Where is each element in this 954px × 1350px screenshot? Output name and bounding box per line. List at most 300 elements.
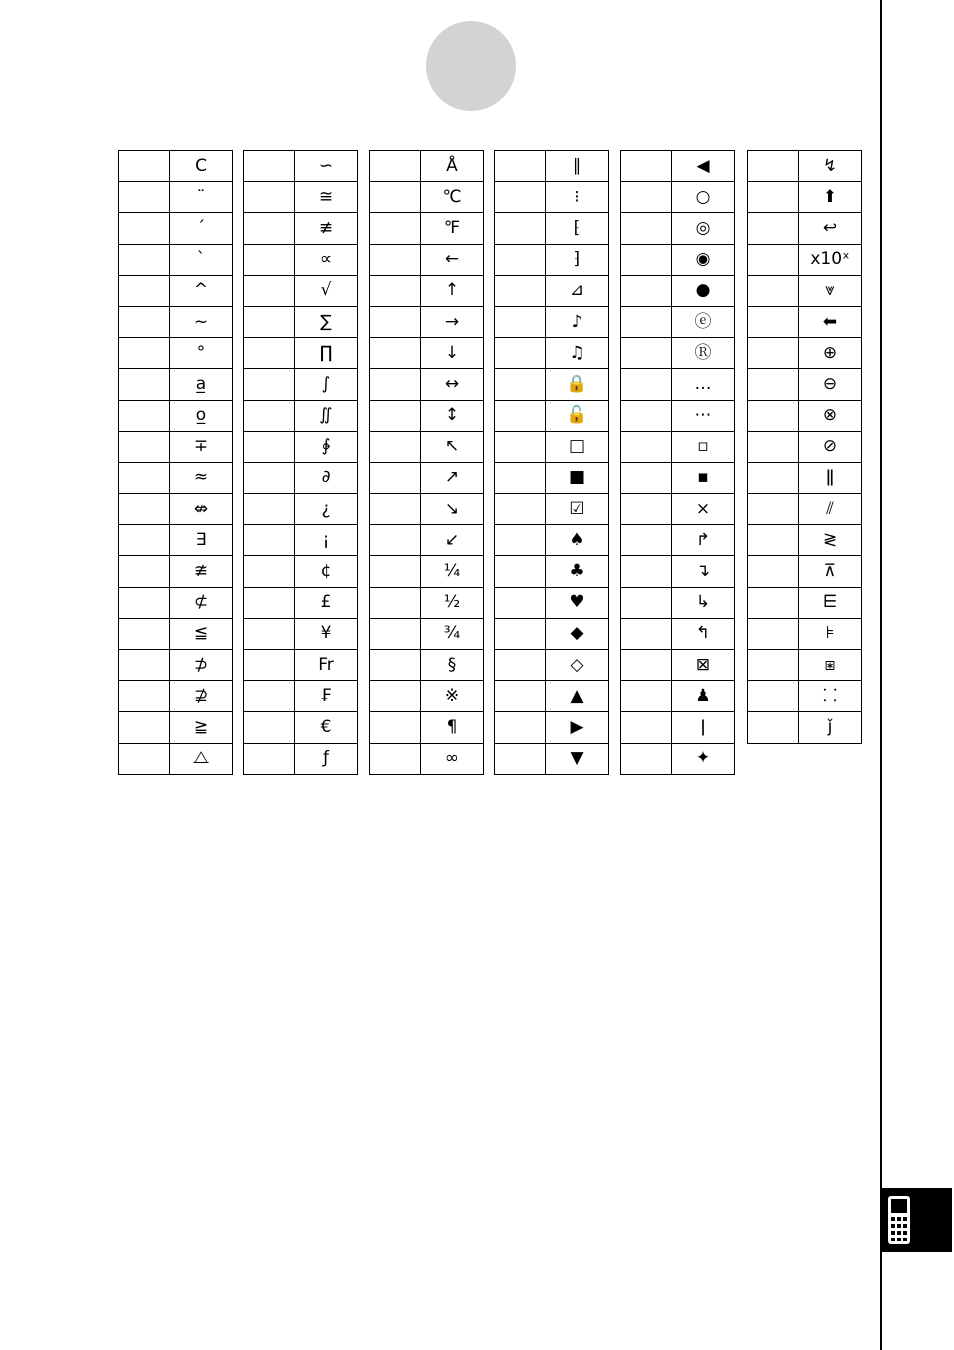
glyph-cell: ↱ — [672, 525, 735, 556]
glyph-cell: ▼ — [546, 743, 609, 774]
glyph-cell: ↩ — [799, 213, 862, 244]
code-cell — [748, 650, 799, 681]
code-cell — [370, 369, 421, 400]
table-row — [244, 743, 358, 774]
table-row — [119, 618, 233, 649]
glyph-cell: 🔓 — [546, 400, 609, 431]
code-cell — [244, 182, 295, 213]
glyph-cell: ⊗ — [799, 400, 862, 431]
table-row — [370, 743, 484, 774]
glyph-cell: 🔒 — [546, 369, 609, 400]
glyph-cell: ǁ — [799, 462, 862, 493]
code-cell — [244, 369, 295, 400]
glyph-cell: … — [672, 369, 735, 400]
code-cell — [495, 338, 546, 369]
glyph-cell: ↘ — [421, 494, 484, 525]
glyph-cell: ▪ — [672, 462, 735, 493]
glyph-cell: ※ — [421, 681, 484, 712]
table-row — [621, 151, 735, 182]
table-row — [370, 556, 484, 587]
code-cell — [621, 681, 672, 712]
code-cell — [119, 494, 170, 525]
table-row — [495, 306, 609, 337]
table-row — [748, 306, 862, 337]
table-row — [370, 650, 484, 681]
table-row — [495, 151, 609, 182]
code-cell — [748, 494, 799, 525]
glyph-cell: ¨ — [170, 182, 233, 213]
code-cell — [495, 151, 546, 182]
code-cell — [370, 182, 421, 213]
table-row — [370, 338, 484, 369]
code-cell — [621, 556, 672, 587]
glyph-cell: → — [421, 306, 484, 337]
code-cell — [370, 338, 421, 369]
code-cell — [244, 213, 295, 244]
glyph-cell: ⊼ — [799, 556, 862, 587]
glyph-cell: ⊄ — [170, 587, 233, 618]
glyph-cell: ≢ — [295, 213, 358, 244]
table-row — [495, 587, 609, 618]
glyph-cell: ✦ — [672, 743, 735, 774]
code-cell — [748, 400, 799, 431]
glyph-cell: ⧍ — [170, 743, 233, 774]
glyph-cell: ∽ — [295, 151, 358, 182]
code-cell — [119, 400, 170, 431]
table-row — [621, 431, 735, 462]
code-cell — [748, 213, 799, 244]
table-row — [748, 618, 862, 649]
code-cell — [119, 712, 170, 743]
table-row — [119, 213, 233, 244]
glyph-cell: ¶ — [421, 712, 484, 743]
code-cell — [621, 462, 672, 493]
code-cell — [119, 462, 170, 493]
table-row — [370, 712, 484, 743]
table-row — [748, 556, 862, 587]
table-row — [244, 182, 358, 213]
table-row — [748, 681, 862, 712]
code-cell — [621, 650, 672, 681]
glyph-cell: ⊉ — [170, 681, 233, 712]
table-row — [495, 369, 609, 400]
code-cell — [621, 525, 672, 556]
code-cell — [370, 244, 421, 275]
glyph-cell: ↙ — [421, 525, 484, 556]
code-cell — [119, 213, 170, 244]
table-row — [495, 462, 609, 493]
glyph-cell: ǀ — [672, 712, 735, 743]
glyph-cell: ∝ — [295, 244, 358, 275]
code-cell — [370, 712, 421, 743]
glyph-cell: ∏ — [295, 338, 358, 369]
code-cell — [244, 712, 295, 743]
table-row — [495, 431, 609, 462]
code-cell — [748, 244, 799, 275]
code-cell — [119, 525, 170, 556]
code-cell — [370, 275, 421, 306]
code-cell — [244, 400, 295, 431]
table-row — [119, 338, 233, 369]
glyph-cell: x10ˣ — [799, 244, 862, 275]
table-row — [621, 338, 735, 369]
table-row — [495, 525, 609, 556]
glyph-cell: ⊧ — [799, 618, 862, 649]
code-cell — [244, 556, 295, 587]
glyph-cell: ⫽ — [799, 494, 862, 525]
code-cell — [495, 369, 546, 400]
glyph-cell: ∑ — [295, 306, 358, 337]
table-row — [621, 556, 735, 587]
code-cell — [119, 618, 170, 649]
code-cell — [748, 182, 799, 213]
table-row — [370, 681, 484, 712]
code-cell — [748, 712, 799, 743]
code-cell — [244, 525, 295, 556]
right-margin-rule — [880, 0, 882, 1350]
glyph-cell: ⓔ — [672, 306, 735, 337]
code-cell — [244, 650, 295, 681]
glyph-cell: ♥ — [546, 587, 609, 618]
glyph-cell: ∲ — [295, 431, 358, 462]
glyph-cell: ⁅ — [546, 213, 609, 244]
glyph-cell: ▲ — [546, 681, 609, 712]
code-cell — [370, 556, 421, 587]
glyph-cell: ¾ — [421, 618, 484, 649]
glyph-cell: a̲ — [170, 369, 233, 400]
glyph-cell: ♠ — [546, 525, 609, 556]
table-row — [244, 587, 358, 618]
glyph-cell: ▫ — [672, 431, 735, 462]
table-row — [119, 431, 233, 462]
glyph-cell: ` — [170, 244, 233, 275]
table-row — [119, 743, 233, 774]
code-cell — [495, 213, 546, 244]
glyph-cell: ∬ — [295, 400, 358, 431]
glyph-cell: ● — [672, 275, 735, 306]
table-row — [119, 306, 233, 337]
glyph-cell: ≇ — [170, 556, 233, 587]
code-cell — [119, 743, 170, 774]
glyph-cell: ♪ — [546, 306, 609, 337]
table-row — [244, 275, 358, 306]
table-row — [370, 151, 484, 182]
glyph-cell: ♟ — [672, 681, 735, 712]
table-row — [495, 556, 609, 587]
code-cell — [244, 151, 295, 182]
glyph-cell: ⋿ — [799, 587, 862, 618]
glyph-cell: ≦ — [170, 618, 233, 649]
code-cell — [119, 681, 170, 712]
glyph-cell: ⊿ — [546, 275, 609, 306]
table-row — [244, 400, 358, 431]
table-row — [621, 712, 735, 743]
table-row — [244, 338, 358, 369]
table-row — [748, 587, 862, 618]
table-row — [748, 244, 862, 275]
symbol-table-3 — [369, 150, 484, 775]
code-cell — [119, 275, 170, 306]
table-row — [119, 556, 233, 587]
code-cell — [621, 338, 672, 369]
glyph-cell: ⊘ — [799, 431, 862, 462]
table-row — [621, 182, 735, 213]
table-row — [244, 712, 358, 743]
glyph-cell: ¿ — [295, 494, 358, 525]
glyph-cell: ↕ — [421, 400, 484, 431]
glyph-cell: ∞ — [421, 743, 484, 774]
glyph-cell: ⧆ — [799, 650, 862, 681]
code-cell — [495, 182, 546, 213]
glyph-cell: ♣ — [546, 556, 609, 587]
table-row — [370, 400, 484, 431]
table-row — [244, 494, 358, 525]
glyph-cell: ¢ — [295, 556, 358, 587]
table-row — [748, 151, 862, 182]
glyph-cell: ⊕ — [799, 338, 862, 369]
glyph-cell: ≷ — [799, 525, 862, 556]
table-row — [621, 400, 735, 431]
table-row — [244, 244, 358, 275]
code-cell — [748, 431, 799, 462]
glyph-cell: C — [170, 151, 233, 182]
glyph-cell: ≧ — [170, 712, 233, 743]
table-row — [748, 525, 862, 556]
glyph-cell: ○ — [672, 182, 735, 213]
table-row — [119, 712, 233, 743]
table-row — [370, 182, 484, 213]
symbol-tables — [118, 150, 863, 780]
table-row — [495, 338, 609, 369]
glyph-cell: ⸬ — [799, 681, 862, 712]
glyph-cell: ° — [170, 338, 233, 369]
glyph-cell: × — [672, 494, 735, 525]
table-row — [244, 525, 358, 556]
table-row — [621, 618, 735, 649]
code-cell — [370, 618, 421, 649]
code-cell — [370, 400, 421, 431]
glyph-cell: ◀ — [672, 151, 735, 182]
code-cell — [370, 587, 421, 618]
code-cell — [244, 306, 295, 337]
glyph-cell: Ⓡ — [672, 338, 735, 369]
glyph-cell: ↗ — [421, 462, 484, 493]
table-row — [244, 151, 358, 182]
table-row — [748, 494, 862, 525]
table-row — [119, 650, 233, 681]
table-row — [495, 182, 609, 213]
code-cell — [621, 712, 672, 743]
code-cell — [244, 338, 295, 369]
symbol-table-6 — [747, 150, 862, 744]
code-cell — [370, 151, 421, 182]
table-row — [621, 244, 735, 275]
glyph-cell: ´ — [170, 213, 233, 244]
glyph-cell: ↖ — [421, 431, 484, 462]
glyph-cell: Fr — [295, 650, 358, 681]
table-row — [621, 587, 735, 618]
glyph-cell: ⬅ — [799, 306, 862, 337]
table-row — [621, 306, 735, 337]
table-row — [244, 650, 358, 681]
glyph-cell: ■ — [546, 462, 609, 493]
code-cell — [621, 743, 672, 774]
code-cell — [748, 275, 799, 306]
code-cell — [370, 681, 421, 712]
table-row — [748, 213, 862, 244]
glyph-cell: ^ — [170, 275, 233, 306]
glyph-cell: ¡ — [295, 525, 358, 556]
table-row — [244, 681, 358, 712]
glyph-cell: ◉ — [672, 244, 735, 275]
glyph-cell: ↓ — [421, 338, 484, 369]
table-row — [495, 400, 609, 431]
table-row — [370, 244, 484, 275]
glyph-cell: ⇎ — [170, 494, 233, 525]
code-cell — [244, 275, 295, 306]
table-row — [621, 743, 735, 774]
glyph-cell: Å — [421, 151, 484, 182]
symbol-table-1 — [118, 150, 233, 775]
code-cell — [244, 431, 295, 462]
code-cell — [119, 650, 170, 681]
glyph-cell: ▶ — [546, 712, 609, 743]
code-cell — [370, 213, 421, 244]
symbol-table-5 — [620, 150, 735, 775]
glyph-cell: ⁆ — [546, 244, 609, 275]
code-cell — [495, 244, 546, 275]
table-row — [119, 151, 233, 182]
code-cell — [370, 650, 421, 681]
code-cell — [621, 494, 672, 525]
code-cell — [748, 681, 799, 712]
page-number-circle — [426, 21, 516, 111]
glyph-cell: √ — [295, 275, 358, 306]
code-cell — [748, 338, 799, 369]
glyph-cell: ½ — [421, 587, 484, 618]
code-cell — [119, 338, 170, 369]
glyph-cell: ₣ — [295, 681, 358, 712]
table-row — [621, 275, 735, 306]
glyph-cell: ↰ — [672, 618, 735, 649]
code-cell — [621, 618, 672, 649]
glyph-cell: ⊖ — [799, 369, 862, 400]
glyph-cell: ¼ — [421, 556, 484, 587]
code-cell — [119, 369, 170, 400]
glyph-cell: ↔ — [421, 369, 484, 400]
table-row — [748, 369, 862, 400]
code-cell — [621, 182, 672, 213]
table-row — [495, 494, 609, 525]
code-cell — [621, 431, 672, 462]
glyph-cell: ↑ — [421, 275, 484, 306]
glyph-cell: ◆ — [546, 618, 609, 649]
table-row — [119, 400, 233, 431]
glyph-cell: ƒ — [295, 743, 358, 774]
glyph-cell: ◎ — [672, 213, 735, 244]
glyph-cell: ♫ — [546, 338, 609, 369]
code-cell — [495, 556, 546, 587]
code-cell — [119, 431, 170, 462]
glyph-cell: o̲ — [170, 400, 233, 431]
table-row — [621, 650, 735, 681]
table-row — [119, 369, 233, 400]
code-cell — [119, 556, 170, 587]
code-cell — [621, 306, 672, 337]
table-row — [370, 369, 484, 400]
code-cell — [495, 306, 546, 337]
table-row — [748, 431, 862, 462]
glyph-cell: ¥ — [295, 618, 358, 649]
code-cell — [748, 462, 799, 493]
code-cell — [748, 556, 799, 587]
table-row — [244, 431, 358, 462]
table-row — [495, 681, 609, 712]
code-cell — [748, 618, 799, 649]
code-cell — [748, 151, 799, 182]
code-cell — [119, 306, 170, 337]
glyph-cell: ↴ — [672, 556, 735, 587]
glyph-cell: ∥ — [546, 151, 609, 182]
code-cell — [370, 525, 421, 556]
code-cell — [748, 525, 799, 556]
glyph-cell: £ — [295, 587, 358, 618]
code-cell — [370, 431, 421, 462]
table-row — [244, 618, 358, 649]
chapter-side-tab — [882, 1188, 952, 1252]
table-row — [370, 587, 484, 618]
code-cell — [495, 400, 546, 431]
glyph-cell: ⋯ — [672, 400, 735, 431]
table-row — [370, 525, 484, 556]
code-cell — [621, 275, 672, 306]
glyph-cell: □ — [546, 431, 609, 462]
code-cell — [748, 306, 799, 337]
glyph-cell: ≅ — [295, 182, 358, 213]
table-row — [119, 244, 233, 275]
glyph-cell: ⬆ — [799, 182, 862, 213]
table-row — [495, 244, 609, 275]
glyph-cell: ⁝ — [546, 182, 609, 213]
table-row — [370, 494, 484, 525]
symbol-table-2 — [243, 150, 358, 775]
glyph-cell: ∃ — [170, 525, 233, 556]
table-row — [119, 494, 233, 525]
table-row — [244, 306, 358, 337]
glyph-cell: ∫ — [295, 369, 358, 400]
code-cell — [244, 681, 295, 712]
table-row — [370, 213, 484, 244]
code-cell — [495, 525, 546, 556]
glyph-cell: ← — [421, 244, 484, 275]
glyph-cell: ∓ — [170, 431, 233, 462]
table-row — [119, 587, 233, 618]
table-row — [244, 462, 358, 493]
code-cell — [119, 244, 170, 275]
code-cell — [495, 618, 546, 649]
table-row — [748, 275, 862, 306]
table-row — [244, 556, 358, 587]
table-row — [748, 712, 862, 743]
code-cell — [621, 244, 672, 275]
code-cell — [495, 743, 546, 774]
table-row — [244, 213, 358, 244]
table-row — [244, 369, 358, 400]
table-row — [495, 213, 609, 244]
symbol-table-4 — [494, 150, 609, 775]
table-row — [119, 681, 233, 712]
code-cell — [621, 151, 672, 182]
